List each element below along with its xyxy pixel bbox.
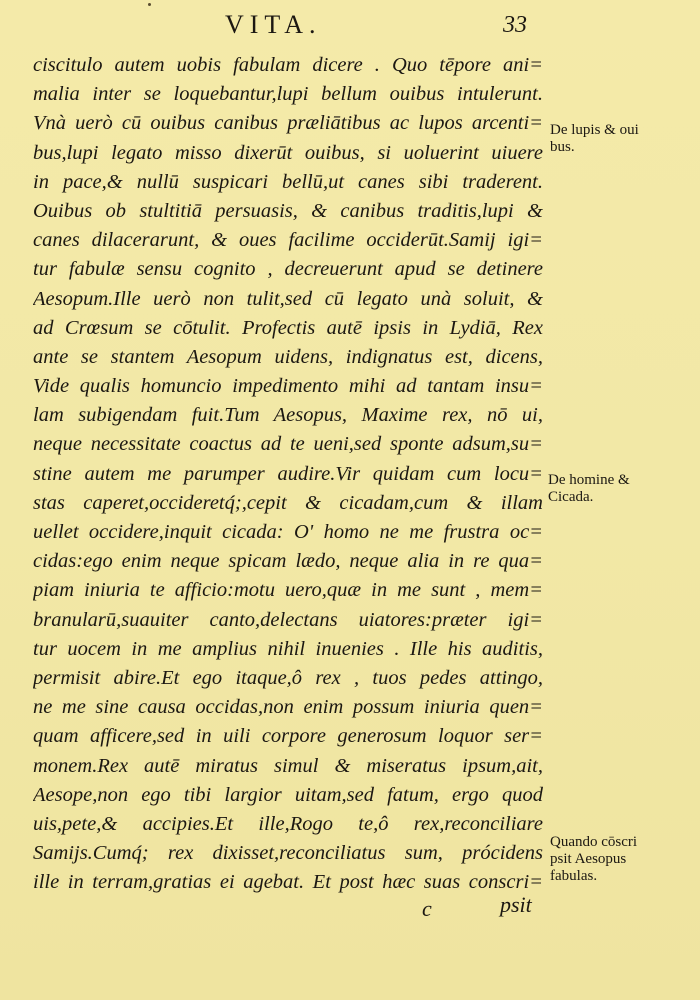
text-line: ad Crœsum se cōtulit. Profectis autē ipsis in Lydiā, Rex: [33, 316, 543, 339]
text-line: branularū,suauiter canto,delectans uiatores:præter igi=: [33, 608, 543, 631]
text-line: tur fabulæ sensu cognito , decreuerunt apud se detinere: [33, 258, 543, 281]
margin-note-fables: [550, 834, 637, 885]
text-line: Aesopum.Ille uerò non tulit,sed cū legato unà soluit, &: [33, 287, 543, 310]
text-line: monem.Rex autē miratus simul & miseratus ipsum,ait,: [33, 754, 543, 777]
main-text: [33, 51, 543, 897]
text-line: ante se stantem Aesopum uidens, indignatus est, dicens,: [33, 345, 543, 368]
ink-speck: [148, 3, 151, 6]
margin-note-line: Cicada.: [548, 489, 594, 505]
text-line: quam afficere,sed in uili corpore generosum loquor ser=: [33, 725, 543, 748]
text-line: piam iniuria te afficio:motu uero,quæ in me sunt , mem=: [33, 579, 543, 602]
text-line: ciscitulo autem uobis fabulam dicere . Quo tēpore ani=: [33, 54, 543, 76]
text-line: permisit abire.Et ego itaque,ô rex , tuos pedes attingo,: [33, 666, 543, 689]
text-line: neque necessitate coactus ad te ueni,sed sponte adsum,su=: [33, 433, 543, 456]
margin-note-line: De lupis & oui: [550, 122, 639, 138]
margin-note-line: psit Aesopus: [550, 851, 627, 867]
text-line: canes dilacerarunt, & oues facilime occiderūt.Samij igi=: [33, 229, 543, 252]
text-line: ille in terram,gratias ei agebat. Et post hæc suas conscri=: [33, 871, 543, 894]
text-line: Vide qualis homuncio impedimento mihi ad tantam insu=: [33, 375, 543, 398]
margin-note-line: Quando cōscri: [550, 834, 638, 850]
text-line: stine autem me parumper audire.Vir quidam cum locu=: [33, 462, 543, 485]
margin-note-cicada: [548, 472, 630, 506]
text-line: malia inter se loquebantur,lupi bellum ouibus intulerunt.: [33, 83, 543, 106]
margin-note-line: fabulas.: [550, 868, 598, 884]
text-line: Ouibus ob stultitiā persuasis, & canibus traditis,lupi &: [33, 199, 543, 222]
margin-note-line: De homine &: [548, 472, 630, 488]
text-line: Aesope,non ego tibi largior uitam,sed fatum, ergo quod: [33, 783, 543, 806]
text-line: stas caperet,occideretq́;,cepit & cicadam,cum & illam: [33, 491, 543, 514]
text-line: uis,pete,& accipies.Et ille,Rogo te,ô rex,reconciliare: [33, 812, 543, 835]
signature-mark: c: [422, 896, 432, 921]
page-number: 33: [503, 12, 527, 38]
text-line: ne me sine causa occidas,non enim possum iniuria quen=: [33, 696, 543, 719]
text-line: cidas:ego enim neque spicam lædo, neque alia in re qua=: [33, 550, 543, 573]
margin-note-line: bus.: [550, 139, 575, 155]
text-line: lam subigendam fuit.Tum Aesopus, Maxime rex, nō ui,: [33, 404, 543, 427]
margin-note-wolves: [550, 122, 639, 156]
text-line: Vnà uerò cū ouibus canibus præliātibus ac lupos arcenti=: [33, 112, 543, 135]
text-line: in pace,& nullū suspicari bellū,ut canes sibi traderent.: [33, 170, 543, 193]
running-head: VITA.: [225, 10, 322, 39]
text-line: bus,lupi legato misso dixerūt ouibus, si uoluerint uiuere: [33, 141, 543, 164]
text-line: uellet occidere,inquit cicada: O' homo ne me frustra oc=: [33, 521, 543, 543]
catchword: psit: [500, 892, 532, 917]
text-line: tur uocem in me amplius nihil inuenies . Ille his auditis,: [33, 637, 543, 660]
text-line: Samijs.Cumq́; rex dixisset,reconciliatus sum, prócidens: [33, 842, 543, 865]
